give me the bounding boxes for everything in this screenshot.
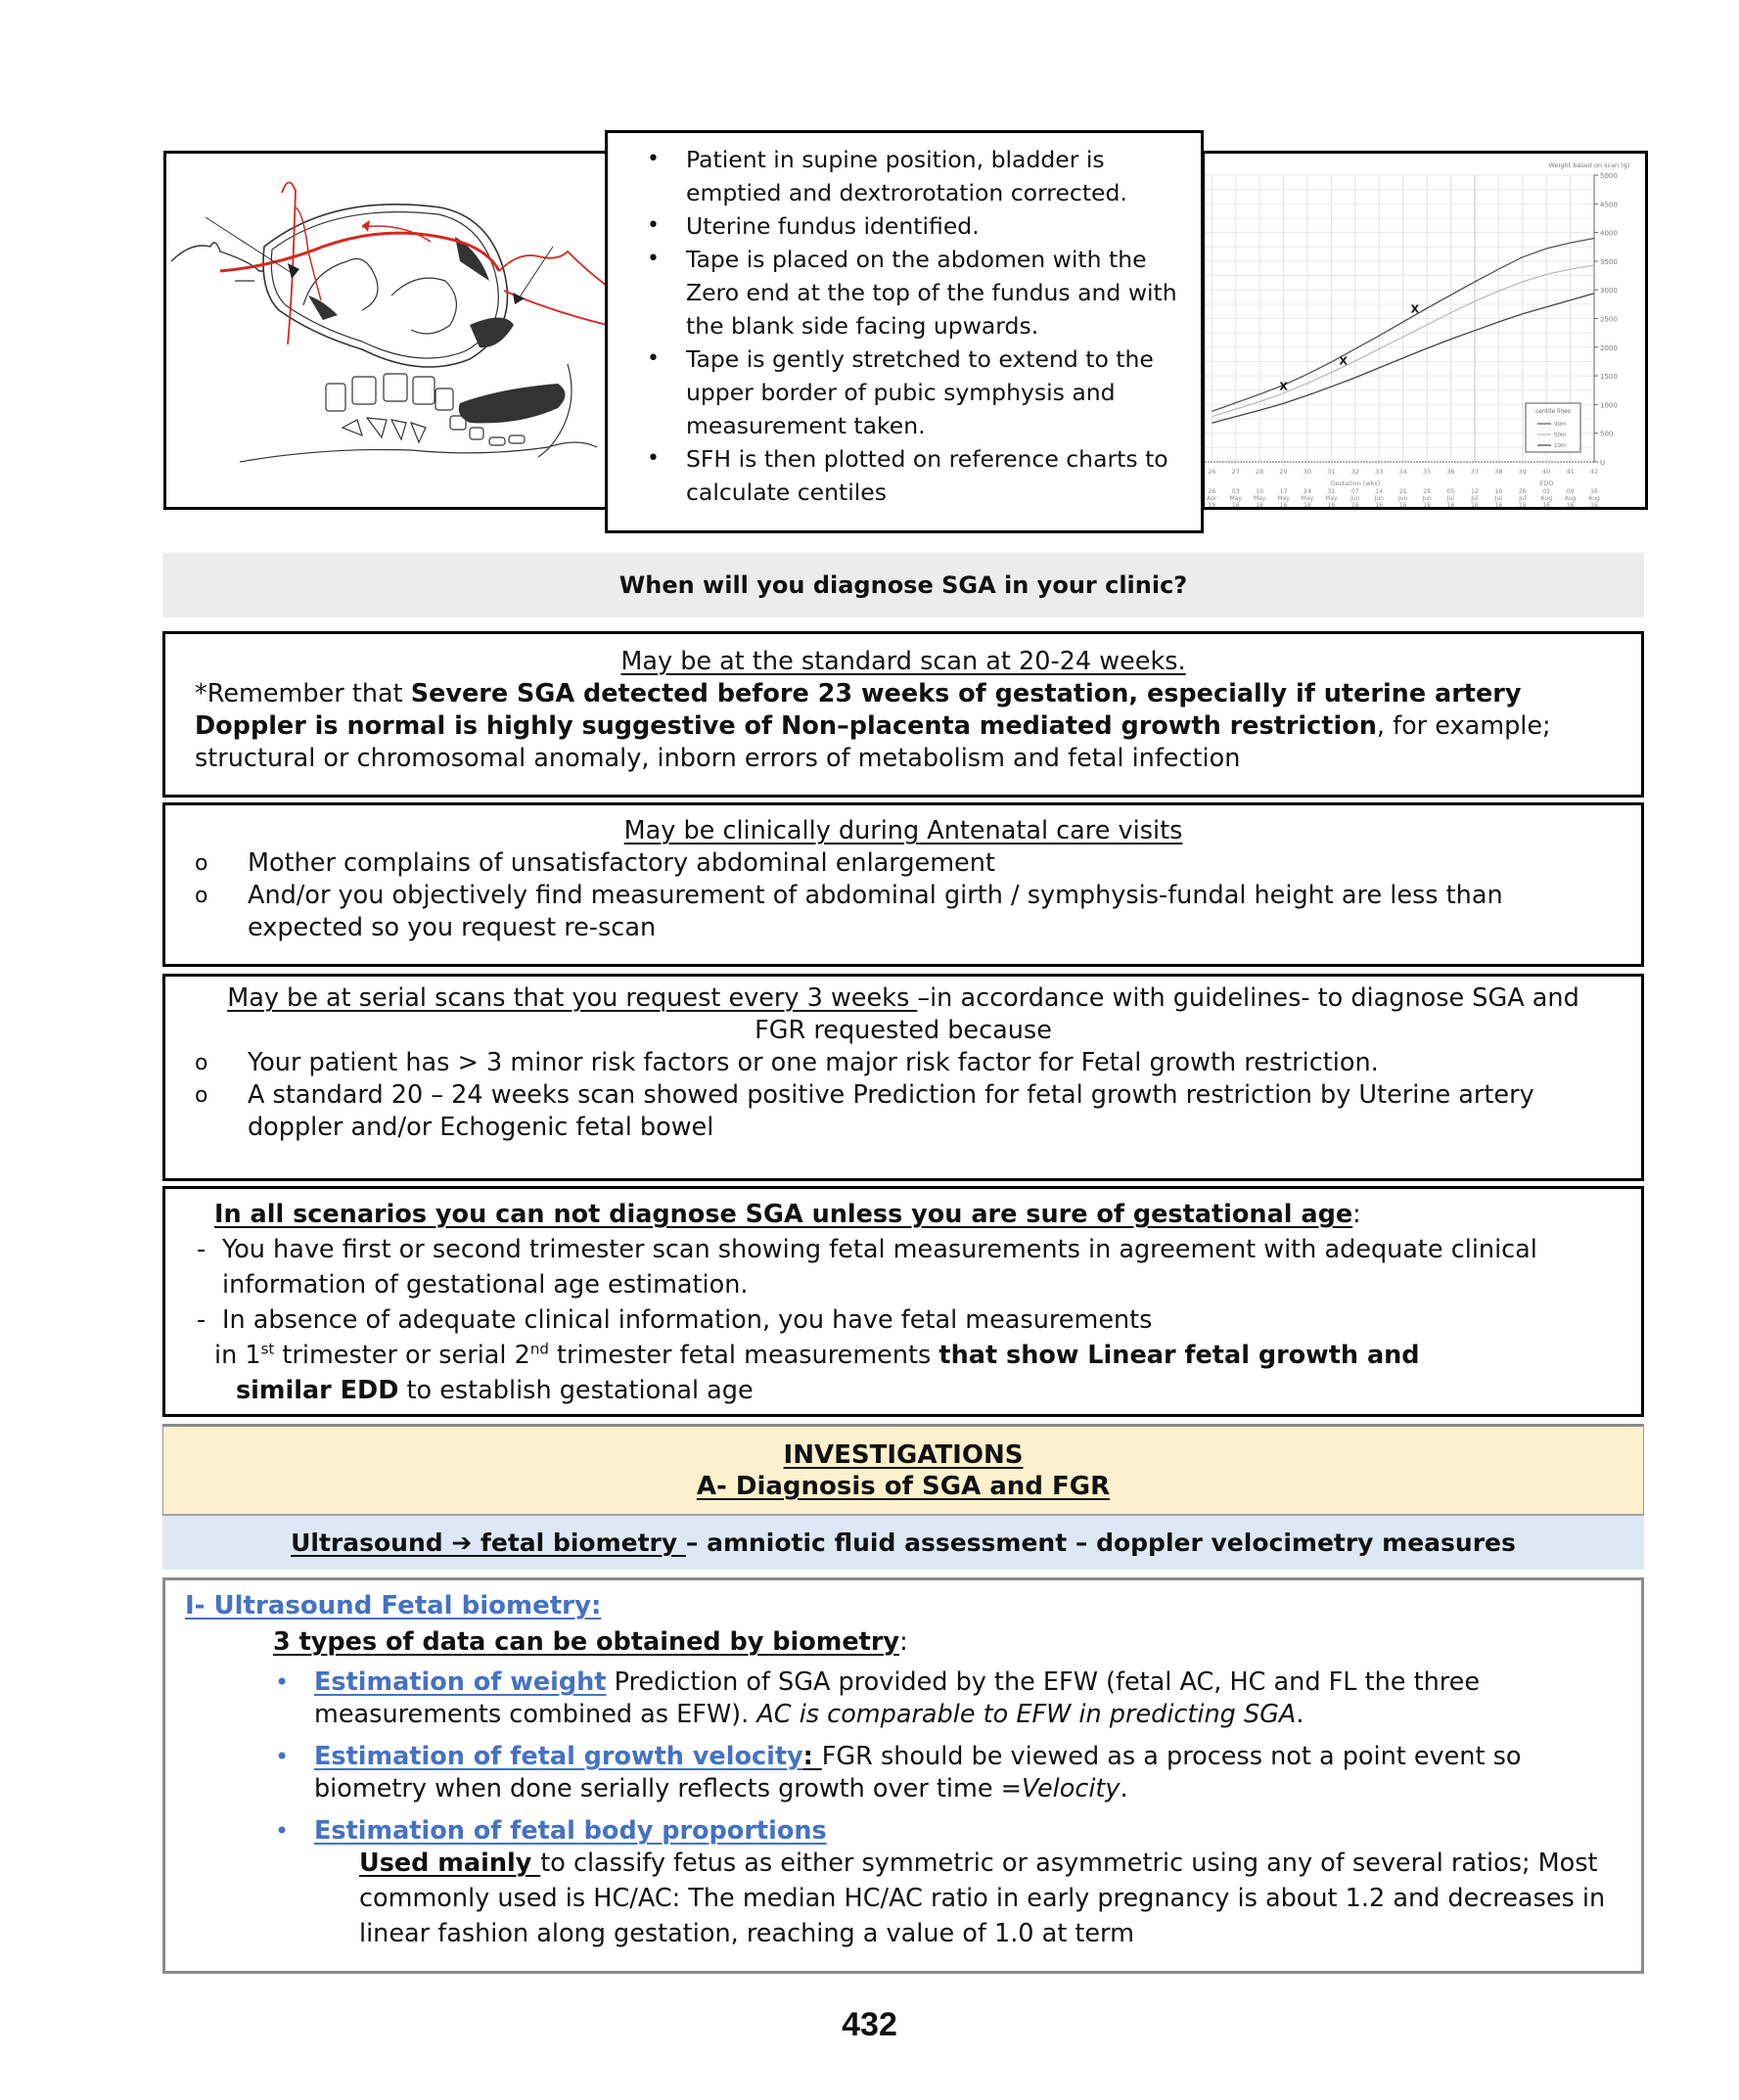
svg-text:90th: 90th — [1554, 422, 1567, 428]
svg-text:16: 16 — [1231, 502, 1240, 507]
svg-text:EDD: EDD — [1539, 479, 1554, 487]
antenatal-title: May be clinically during Antenatal care visits — [623, 816, 1183, 845]
svg-text:39: 39 — [1518, 468, 1527, 476]
svg-text:16: 16 — [1423, 502, 1431, 507]
svg-text:1000: 1000 — [1600, 401, 1618, 410]
note-prefix: *Remember that — [195, 679, 411, 708]
svg-text:May: May — [1325, 495, 1338, 502]
svg-text:35: 35 — [1422, 468, 1432, 476]
svg-text:16: 16 — [1398, 502, 1407, 507]
gestational-age-title: In all scenarios you can not diagnose SGA unless you are sure of gestational age — [214, 1200, 1353, 1229]
item-text: FGR should be viewed as a process not a point event so biometry when done serially reflects growth over time = — [314, 1742, 1522, 1803]
proportions-description — [359, 1846, 1622, 1951]
bold-run: that show Linear fetal growth and — [938, 1341, 1420, 1370]
svg-text:19: 19 — [1494, 488, 1503, 495]
svg-text:31: 31 — [1327, 468, 1336, 476]
sfh-measurement-illustration — [163, 151, 614, 510]
gestational-age-box — [162, 1186, 1644, 1417]
svg-text:16: 16 — [1279, 502, 1288, 507]
item-italic: Velocity — [1022, 1774, 1121, 1803]
svg-text:16: 16 — [1566, 502, 1575, 507]
svg-text:16: 16 — [1446, 502, 1455, 507]
list-item: - You have first or second trimester scan showing fetal measurements in agreement with adequate clinical information of gestational age estimation. — [193, 1232, 1612, 1302]
antenatal-visits-box — [162, 802, 1644, 967]
svg-text:27: 27 — [1231, 468, 1240, 476]
svg-text:Aug: Aug — [1564, 495, 1577, 502]
svg-text:May: May — [1229, 495, 1242, 502]
svg-text:Apr: Apr — [1207, 495, 1217, 502]
svg-text:42: 42 — [1589, 468, 1599, 476]
svg-text:4000: 4000 — [1600, 229, 1618, 238]
svg-text:16: 16 — [1208, 502, 1216, 507]
svg-text:37: 37 — [1470, 468, 1480, 476]
antenatal-list — [195, 847, 1612, 944]
svg-text:09: 09 — [1566, 488, 1575, 495]
procedure-step: • Tape is placed on the abdomen with the Zero end at the top of the fundus and with the blank side facing upwards. — [627, 243, 1187, 342]
svg-text:Jun: Jun — [1422, 495, 1432, 502]
item-colon: : — [802, 1742, 822, 1771]
svg-text:28: 28 — [1423, 488, 1431, 495]
svg-text:12: 12 — [1471, 488, 1479, 495]
svg-text:2000: 2000 — [1600, 343, 1618, 352]
item-tail: . — [1120, 1774, 1128, 1803]
svg-text:10: 10 — [1256, 488, 1263, 495]
gestational-age-continuation-2 — [214, 1373, 1612, 1408]
item-tail: . — [1296, 1700, 1304, 1729]
svg-text:50th: 50th — [1554, 433, 1567, 438]
svg-text:16: 16 — [1375, 502, 1384, 507]
svg-text:33: 33 — [1375, 468, 1384, 476]
procedure-step: • Tape is gently stretched to extend to the upper border of pubic symphysis and measurement taken. — [627, 342, 1187, 442]
svg-text:1500: 1500 — [1600, 373, 1618, 382]
svg-text:40: 40 — [1542, 468, 1551, 476]
standard-scan-title: May be at the standard scan at 20-24 weeks. — [620, 647, 1186, 676]
svg-text:16: 16 — [1471, 502, 1479, 507]
text-run: trimester or serial 2 — [274, 1341, 530, 1370]
svg-text:Jun: Jun — [1374, 495, 1384, 502]
pregnant-abdomen-diagram-icon — [166, 154, 611, 507]
svg-text:16: 16 — [1590, 488, 1598, 495]
svg-text:41: 41 — [1566, 468, 1575, 476]
svg-text:07: 07 — [1351, 488, 1359, 495]
fetal-biometry-box — [162, 1577, 1644, 1974]
investigations-subtitle: A- Diagnosis of SGA and FGR — [696, 1472, 1111, 1501]
proportions-text: to classify fetus as either symmetric or asymmetric using any of several ratios; Most commonly used is HC/AC: The median HC/AC ratio in early pregnancy is about 1.2 and decreases in linear fashion along gestation, reaching a value of 1.0 at term — [359, 1849, 1606, 1948]
biometry-subheading: 3 types of data can be obtained by biometry — [273, 1627, 900, 1657]
text-run: in 1 — [214, 1341, 261, 1370]
svg-text:Jun: Jun — [1350, 495, 1360, 502]
svg-text:4500: 4500 — [1600, 201, 1618, 209]
svg-text:17: 17 — [1279, 488, 1288, 495]
svg-text:26: 26 — [1208, 468, 1216, 476]
investigations-title: INVESTIGATIONS — [783, 1440, 1024, 1470]
svg-text:Aug: Aug — [1540, 495, 1553, 502]
gestational-age-continuation — [214, 1338, 1612, 1373]
title-colon: : — [1352, 1200, 1361, 1229]
note-suffix: , for example; structural or chromosomal anomaly, inborn errors of metabolism and fetal infection — [195, 711, 1551, 773]
svg-text:Jul: Jul — [1519, 495, 1527, 502]
item-italic: AC is comparable to EFW in predicting SGA — [756, 1700, 1297, 1729]
svg-text:Gestation (wks): Gestation (wks) — [1330, 479, 1381, 487]
sfh-procedure-box — [605, 130, 1204, 533]
svg-text:May: May — [1277, 495, 1290, 502]
svg-text:36: 36 — [1446, 468, 1455, 476]
svg-text:X: X — [1339, 354, 1348, 368]
standard-scan-note — [195, 678, 1612, 775]
procedure-step: • SFH is then plotted on reference charts to calculate centiles — [627, 442, 1187, 509]
biometry-list — [273, 1666, 1622, 1848]
svg-text:Jun: Jun — [1397, 495, 1408, 502]
list-item: o A standard 20 – 24 weeks scan showed positive Prediction for fetal growth restriction by Uterine artery doppler and/or Echogenic fetal bowel — [195, 1079, 1612, 1144]
bold-run: similar EDD — [236, 1376, 399, 1405]
fetal-growth-chart — [1202, 151, 1648, 510]
biometry-item-proportions — [273, 1815, 1622, 1848]
procedure-steps-list — [627, 143, 1187, 509]
list-item: o Your patient has > 3 minor risk factors or one major risk factor for Fetal growth restriction. — [195, 1047, 1612, 1079]
svg-text:16: 16 — [1542, 502, 1550, 507]
svg-text:31: 31 — [1327, 488, 1336, 495]
svg-text:24: 24 — [1304, 488, 1311, 495]
svg-text:Jul: Jul — [1471, 495, 1479, 502]
svg-text:16: 16 — [1590, 502, 1598, 507]
svg-text:02: 02 — [1542, 488, 1550, 495]
question-banner: When will you diagnose SGA in your clinic? — [162, 553, 1644, 617]
text-run: trimester fetal measurements — [548, 1341, 939, 1370]
list-item: - In absence of adequate clinical information, you have fetal measurements — [193, 1302, 1612, 1338]
svg-text:34: 34 — [1398, 468, 1407, 476]
list-item: o Mother complains of unsatisfactory abdominal enlargement — [195, 847, 1612, 880]
svg-text:26: 26 — [1208, 488, 1216, 495]
svg-text:Weight based on scan (g): Weight based on scan (g) — [1548, 161, 1630, 169]
svg-text:16: 16 — [1256, 502, 1263, 507]
svg-text:26: 26 — [1518, 488, 1527, 495]
svg-text:500: 500 — [1600, 430, 1614, 438]
procedure-step: • Patient in supine position, bladder is emptied and dextrorotation corrected. — [627, 143, 1187, 209]
serial-scans-title: May be at serial scans that you request every 3 weeks — [227, 983, 918, 1013]
biometry-heading: I- Ultrasound Fetal biometry: — [185, 1591, 602, 1621]
svg-text:16: 16 — [1304, 502, 1311, 507]
svg-text:centile lines: centile lines — [1534, 408, 1572, 415]
item-label: Estimation of fetal growth velocity — [314, 1742, 803, 1771]
note-bold: Severe SGA detected before 23 weeks of gestation, especially if uterine artery Doppler is normal is highly suggestive of Non–placenta mediated growth restriction — [195, 679, 1522, 741]
superscript: st — [260, 1340, 275, 1358]
svg-text:21: 21 — [1398, 488, 1407, 495]
svg-text:May: May — [1253, 495, 1266, 502]
svg-text:May: May — [1301, 495, 1314, 502]
serial-scans-list — [195, 1047, 1612, 1144]
svg-text:3000: 3000 — [1600, 287, 1618, 296]
svg-text:14: 14 — [1375, 488, 1384, 495]
svg-text:16: 16 — [1327, 502, 1336, 507]
serial-scans-title-rest: –in accordance with guidelines- to diagnose SGA and FGR requested because — [755, 983, 1579, 1045]
ultrasound-biometry-label: Ultrasound ➔ fetal biometry — [291, 1529, 686, 1557]
proportions-lead: Used mainly — [359, 1849, 541, 1878]
svg-text:Aug: Aug — [1588, 495, 1600, 502]
svg-text:10th: 10th — [1554, 443, 1567, 449]
standard-scan-box — [162, 631, 1644, 798]
svg-text:16: 16 — [1351, 502, 1359, 507]
svg-text:32: 32 — [1350, 468, 1359, 476]
svg-text:5000: 5000 — [1600, 172, 1618, 180]
svg-text:3500: 3500 — [1600, 257, 1618, 266]
investigations-banner — [162, 1424, 1644, 1516]
procedure-step: • Uterine fundus identified. — [627, 209, 1187, 243]
svg-text:05: 05 — [1446, 488, 1455, 495]
svg-text:03: 03 — [1231, 488, 1240, 495]
svg-text:16: 16 — [1494, 502, 1503, 507]
svg-text:U: U — [1600, 459, 1606, 467]
svg-text:29: 29 — [1279, 468, 1288, 476]
svg-text:38: 38 — [1494, 468, 1503, 476]
ultrasound-banner — [162, 1516, 1644, 1570]
page-number: 432 — [842, 2006, 897, 2043]
svg-text:Jul: Jul — [1494, 495, 1502, 502]
gestational-age-list — [193, 1232, 1612, 1338]
svg-text:Jul: Jul — [1446, 495, 1455, 502]
svg-text:X: X — [1410, 302, 1420, 316]
item-text: Prediction of SGA provided by the EFW (fetal AC, HC and FL the three measurements combined as EFW). — [314, 1667, 1481, 1729]
item-label: Estimation of weight — [314, 1667, 607, 1697]
serial-scans-box — [162, 974, 1644, 1181]
svg-text:16: 16 — [1518, 502, 1527, 507]
subheading-colon: : — [899, 1627, 908, 1657]
item-label: Estimation of fetal body proportions — [314, 1816, 827, 1846]
biometry-item-velocity — [273, 1741, 1622, 1805]
list-item: o And/or you objectively find measurement of abdominal girth / symphysis-fundal height are less than expected so you request re-scan — [195, 880, 1612, 944]
svg-text:2500: 2500 — [1600, 315, 1618, 324]
text-run: to establish gestational age — [398, 1376, 754, 1405]
superscript: nd — [529, 1340, 549, 1358]
svg-text:X: X — [1279, 380, 1288, 393]
ultrasound-rest-label: – amniotic fluid assessment – doppler velocimetry measures — [685, 1529, 1516, 1557]
svg-text:28: 28 — [1256, 468, 1264, 476]
svg-text:30: 30 — [1303, 468, 1312, 476]
growth-chart-plot — [1205, 154, 1645, 507]
biometry-item-weight — [273, 1666, 1622, 1731]
